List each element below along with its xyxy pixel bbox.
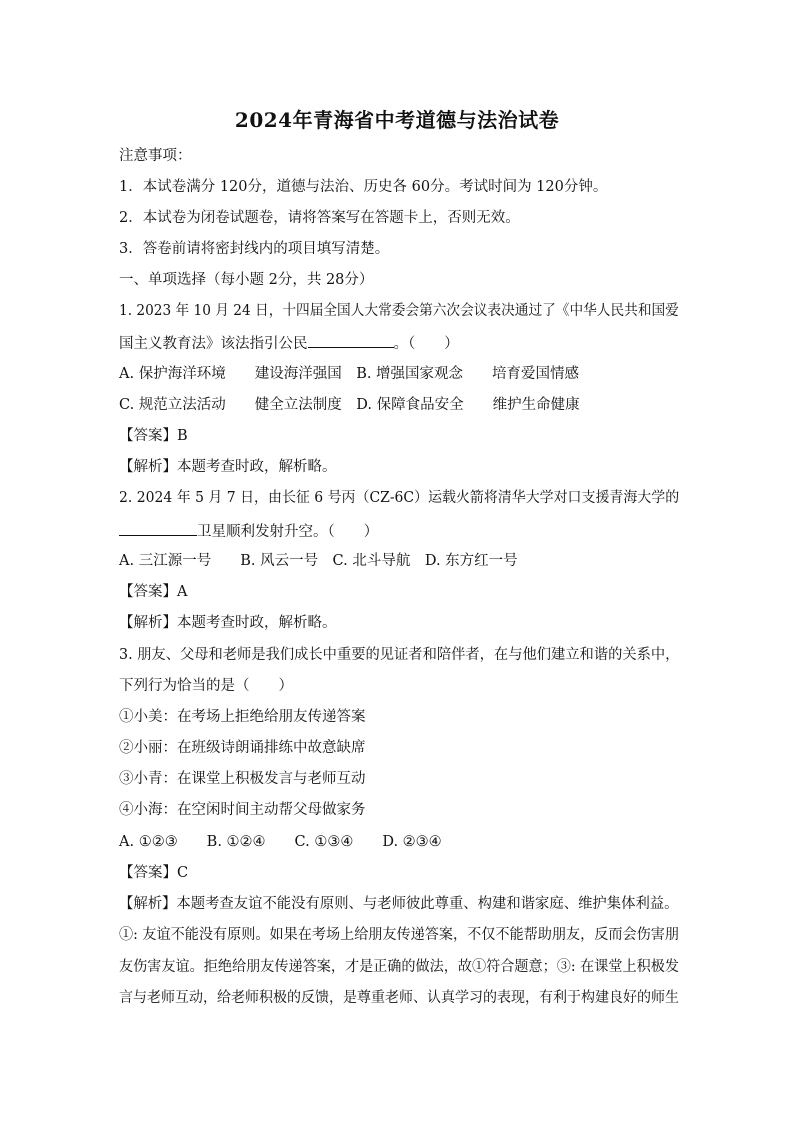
q1-options-cd: C. 规范立法活动 健全立法制度 D. 保障食品安全 维护生命健康 <box>119 397 580 413</box>
q2-analysis: 【解析】本题考查时政，解析略。 <box>119 615 337 631</box>
q3-analysis-line3: 友伤害友谊。拒绝给朋友传递答案，才是正确的做法，故①符合题意；③: 在课堂上积极发 <box>119 959 679 975</box>
q3-stem-line1: 3. 朋友、父母和老师是我们成长中重要的见证者和陪伴者，在与他们建立和谐的关系中， <box>119 647 680 663</box>
q3-answer: 【答案】C <box>119 865 189 881</box>
q1-stem-line1: 1. 2023 年 10 月 24 日，十四届全国人大常委会第六次会议表决通过了《中华人民共和国爱 <box>119 303 679 319</box>
q3-item-4: ④小海：在空闲时间主动帮父母做家务 <box>119 802 366 818</box>
q1-stem-text: 国主义教育法》该法指引公民 <box>119 336 308 352</box>
notice-item-2: 2．本试卷为闭卷试题卷，请将答案写在答题卡上，否则无效。 <box>119 210 520 226</box>
notice-heading: 注意事项： <box>119 148 192 164</box>
q1-options-ab: A. 保护海洋环境 建设海洋强国 B. 增强国家观念 培育爱国情感 <box>119 366 580 382</box>
q3-item-1: ①小美：在考场上拒绝给朋友传递答案 <box>119 709 366 725</box>
q1-stem-line2 <box>119 332 459 354</box>
q3-stem-line2: 下列行为恰当的是（ ） <box>119 678 293 694</box>
q3-item-3: ③小青：在课堂上积极发言与老师互动 <box>119 771 366 787</box>
q3-analysis-line2: ①: 友谊不能没有原则。如果在考场上给朋友传递答案，不仅不能帮助朋友，反而会伤害朋 <box>119 927 679 943</box>
q2-options: A. 三江源一号 B. 风云一号 C. 北斗导航 D. 东方红一号 <box>119 553 518 569</box>
q1-analysis: 【解析】本题考查时政，解析略。 <box>119 459 337 475</box>
q3-analysis-line4: 言与老师互动，给老师积极的反馈，是尊重老师、认真学习的表现，有利于构建良好的师生 <box>119 990 679 1006</box>
page-title: 2024年青海省中考道德与法治试卷 <box>234 108 560 132</box>
notice-item-3: 3．答卷前请将密封线内的项目填写清楚。 <box>119 241 390 257</box>
q3-item-2: ②小丽：在班级诗朗诵排练中故意缺席 <box>119 740 366 756</box>
q1-answer: 【答案】B <box>119 428 188 444</box>
q3-options: A. ①②③ B. ①②④ C. ①③④ D. ②③④ <box>119 834 442 850</box>
q2-stem-line1: 2. 2024 年 5 月 7 日，由长征 6 号丙（CZ-6C）运载火箭将清华大学对口支援青海大学的 <box>119 490 680 506</box>
notice-item-1: 1．本试卷满分 120分，道德与法治、历史各 60分。考试时间为 120分钟。 <box>119 179 608 195</box>
q2-stem-line2 <box>119 520 378 542</box>
q1-stem-tail: 。（ ） <box>393 336 459 352</box>
q1-answer-blank <box>308 332 394 348</box>
q2-answer-blank <box>119 520 197 536</box>
section-heading: 一、单项选择（每小题 2分，共 28分） <box>119 272 374 288</box>
q3-analysis-line1: 【解析】本题考查友谊不能没有原则、与老师彼此尊重、构建和谐家庭、维护集体利益。 <box>119 896 679 912</box>
q2-stem-tail: 卫星顺利发射升空。（ ） <box>197 524 379 540</box>
q2-answer: 【答案】A <box>119 584 188 600</box>
